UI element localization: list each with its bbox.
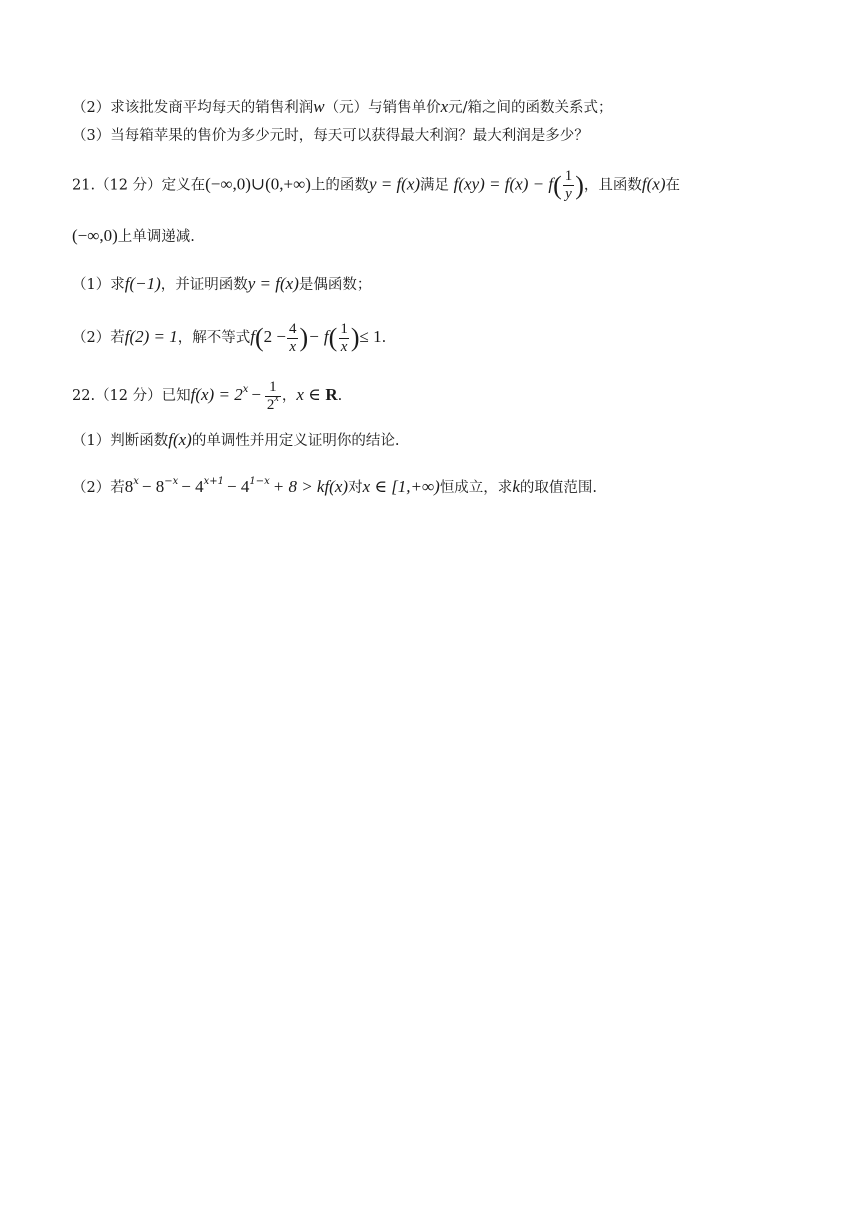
q22-part1 <box>72 430 800 451</box>
fraction-4-over-x <box>287 321 299 356</box>
numerator: 1 <box>269 378 277 395</box>
exponent: x <box>133 476 139 487</box>
q21-text: 在 <box>665 177 680 194</box>
q21-number: 21. <box>72 177 96 194</box>
exponent: −x <box>164 476 179 487</box>
inner-expr: 2 − <box>263 327 287 346</box>
q22-domain: x ∈ <box>296 385 321 404</box>
minus: − <box>251 385 261 404</box>
separator: ， <box>281 388 297 404</box>
var-x: x <box>440 97 449 116</box>
paren-left: ( <box>328 323 338 352</box>
q21-stem-cont <box>72 226 800 247</box>
q22-stem <box>72 378 800 414</box>
q21-part2-mid: ，解不等式 <box>177 330 251 346</box>
term: − 4 <box>181 477 204 496</box>
inequality-tail: + 8 > kf(x) <box>272 477 349 496</box>
q22-part2 <box>72 477 800 498</box>
exponent: x <box>274 392 279 404</box>
real-set-symbol: R <box>325 385 338 404</box>
relation: ≤ 1 <box>359 327 382 346</box>
q21-part1-prefix: （1）求 <box>72 277 125 293</box>
denominator-base: 2 <box>266 396 275 413</box>
q21-text: 满足 <box>420 177 450 194</box>
paren-right: ) <box>350 323 360 352</box>
q21-fraction <box>563 168 575 203</box>
q22-part2-mid2: 恒成立，求 <box>439 480 513 496</box>
q22-part2-prefix: （2）若 <box>72 480 125 496</box>
q22-part1-func: f(x) <box>168 430 192 449</box>
base: 8 <box>124 477 134 496</box>
q22-text: 已知 <box>161 388 191 404</box>
period: . <box>337 388 343 404</box>
q22-part2-mid: 对 <box>348 480 363 496</box>
q22-part2-suffix: 的取值范围. <box>519 480 597 496</box>
q21-text: 上的函数 <box>310 177 369 194</box>
term: − 8 <box>141 477 165 496</box>
q21-text: 上单调递减. <box>117 229 195 245</box>
q21-text: 定义在 <box>161 177 206 194</box>
term: − 4 <box>226 477 250 496</box>
q21-stem <box>72 168 800 203</box>
q21-part1 <box>72 274 800 295</box>
q21-part2 <box>72 320 800 356</box>
range: x ∈ [1,+∞) <box>362 477 440 496</box>
q21-interval: (−∞,0) <box>72 226 118 245</box>
q22-fraction <box>265 379 281 414</box>
exponent: x+1 <box>203 476 224 487</box>
numerator: 4 <box>289 320 297 337</box>
exponent: x <box>242 384 249 395</box>
q22-score: （12 分） <box>95 388 162 404</box>
q20-part2-suffix: 元/箱之间的函数关系式； <box>448 100 613 116</box>
period: . <box>381 330 387 346</box>
var-w: w <box>313 97 325 116</box>
func-f: f <box>250 327 255 346</box>
q22-part1-suffix: 的单调性并用定义证明你的结论. <box>191 433 400 449</box>
q21-part2-prefix: （2）若 <box>72 330 125 346</box>
q21-part1-func: y = f(x) <box>247 274 299 293</box>
q21-func: y = f(x) <box>368 174 421 194</box>
paren-right: ) <box>575 170 584 200</box>
q21-part2-cond: f(2) = 1 <box>124 327 178 346</box>
denominator <box>265 392 281 414</box>
var-k: k <box>512 477 520 496</box>
denominator: x <box>340 338 348 355</box>
q21-func2: f(x) <box>641 174 666 194</box>
q21-equation: f(xy) = f(x) − f <box>453 174 554 194</box>
denominator: y <box>565 186 572 202</box>
denominator: x <box>289 338 297 355</box>
q21-part1-suffix: 是偶函数； <box>298 277 372 293</box>
q20-part3: （3）当每箱苹果的售价为多少元时，每天可以获得最大利润？最大利润是多少？ <box>72 128 589 144</box>
exponent: 1−x <box>249 476 270 487</box>
q20-part2-prefix: （2）求该批发商平均每天的销售利润 <box>72 100 314 116</box>
numerator: 1 <box>564 168 573 184</box>
numerator: 1 <box>340 320 348 337</box>
q21-part1-mid: ，并证明函数 <box>160 277 248 293</box>
paren-right: ) <box>299 323 309 352</box>
paren-left: ( <box>255 323 264 352</box>
q20-part2-mid: （元）与销售单价 <box>324 100 441 116</box>
q21-domain: (−∞,0)∪(0,+∞) <box>205 174 311 194</box>
fraction-1-over-x <box>338 321 350 356</box>
q20-part2 <box>72 97 800 118</box>
q22-func: f(x) = 2 <box>190 385 243 404</box>
q21-part1-expr: f(−1) <box>124 274 161 293</box>
q22-number: 22. <box>72 388 96 404</box>
paren-left: ( <box>553 170 562 200</box>
q21-score: （12 分） <box>95 177 162 194</box>
minus-f: − f <box>308 327 329 346</box>
q21-text: ，且函数 <box>583 177 642 194</box>
q22-part1-prefix: （1）判断函数 <box>72 433 169 449</box>
